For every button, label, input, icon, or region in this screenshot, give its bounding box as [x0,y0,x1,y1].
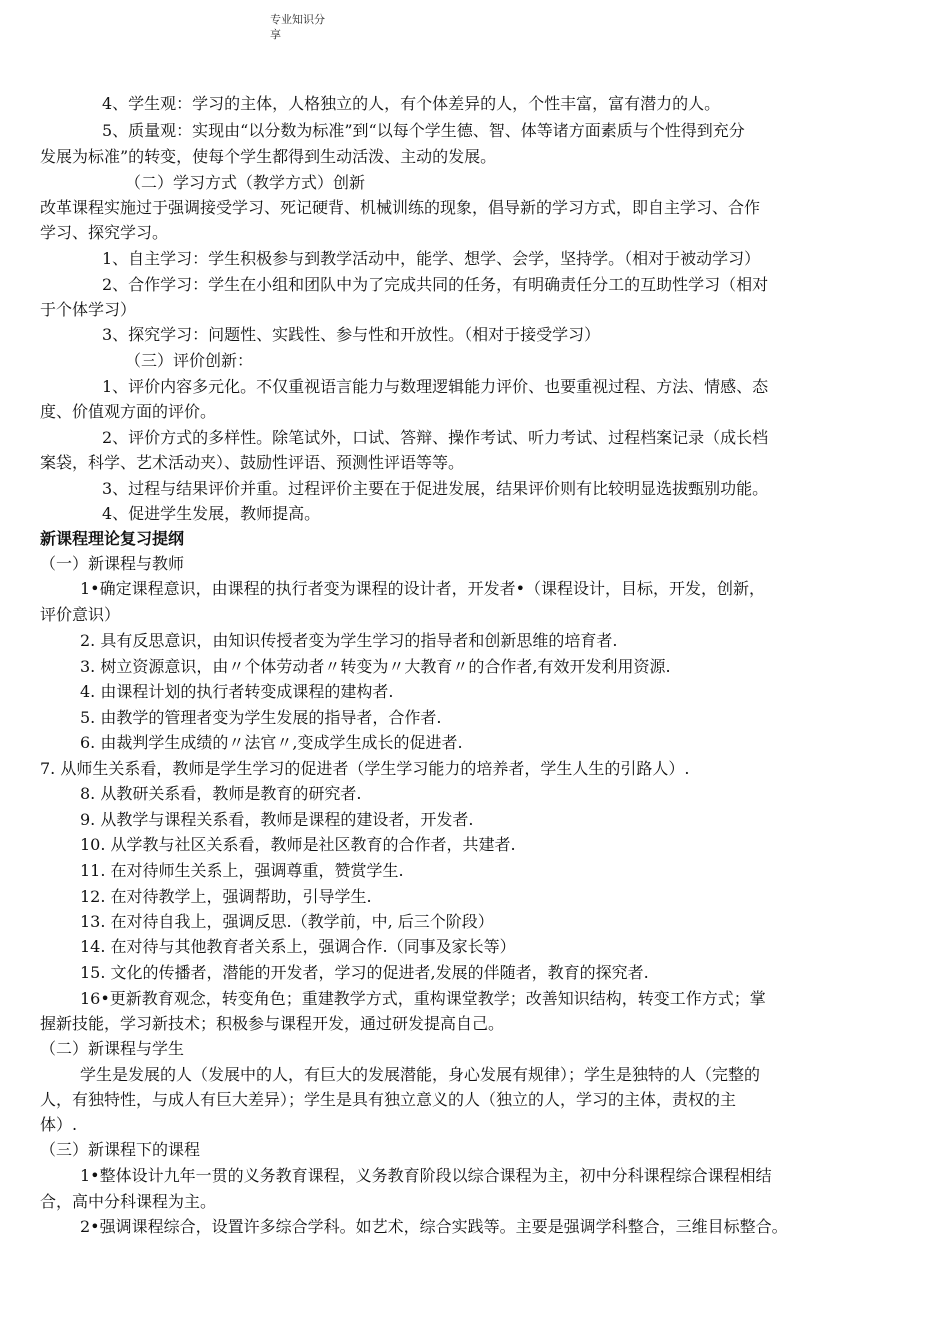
section-heading: （三）新课程下的课程 [40,1140,201,1159]
text-line: 于个体学习） [40,300,137,319]
text-line: 合，高中分科课程为主。 [40,1192,217,1211]
text-line: 度、价值观方面的评价。 [40,402,217,421]
list-item: 11. 在对待师生关系上，强调尊重，赞赏学生. [80,861,404,880]
list-item: 9. 从教学与课程关系看，教师是课程的建设者，开发者. [80,810,474,829]
list-item: 3. 树立资源意识，由〃个体劳动者〃转变为〃大教育〃的合作者,有效开发利用资源. [80,657,671,676]
text-line: 学习、探究学习。 [40,223,169,242]
text-line: 人，有独特性，与成人有巨大差异）；学生是具有独立意义的人（独立的人，学习的主体，责权的主 [40,1090,737,1109]
section-heading: （二）新课程与学生 [40,1039,185,1058]
text-line: 学生是发展的人（发展中的人，有巨大的发展潜能，身心发展有规律）；学生是独特的人（完整的 [80,1065,761,1084]
list-item: 10. 从学教与社区关系看，教师是社区教育的合作者，共建者. [80,835,516,854]
list-item: 4. 由课程计划的执行者转变成课程的建构者. [80,682,394,701]
page-header [270,12,330,42]
list-item: 5. 由教学的管理者变为学生发展的指导者，合作者. [80,708,442,727]
text-line: 4、学生观：学习的主体，人格独立的人，有个体差异的人，个性丰富，富有潜力的人。 [102,94,721,113]
header-line-2: 享 [270,28,281,41]
header-line-1: 专业知识分 [270,13,325,26]
text-line: 2•强调课程综合，设置许多综合学科。如艺术，综合实践等。主要是强调学科整合，三维目标整合。 [80,1217,788,1236]
text-line: 5、质量观：实现由“以分数为标准”到“以每个学生德、智、体等诸方面素质与个性得到充分 [102,121,745,140]
list-item: 13. 在对待自我上，强调反思.（教学前，中, 后三个阶段） [80,912,494,931]
section-heading: （二）学习方式（教学方式）创新 [125,173,366,192]
text-line: 体）. [40,1115,78,1134]
list-item: 8. 从教研关系看，教师是教育的研究者. [80,784,362,803]
list-item: 15. 文化的传播者，潜能的开发者，学习的促进者,发展的伴随者，教育的探究者. [80,963,649,982]
text-line: 评价意识） [40,605,121,624]
text-line: 4、促进学生发展，教师提高。 [102,504,321,523]
text-line: 握新技能，学习新技术；积极参与课程开发，通过研发提高自己。 [40,1014,505,1033]
list-item: 12. 在对待教学上，强调帮助，引导学生. [80,887,372,906]
list-item: 2. 具有反思意识，由知识传授者变为学生学习的指导者和创新思维的培育者. [80,631,618,650]
list-item: 7. 从师生关系看，教师是学生学习的促进者（学生学习能力的培养者，学生人生的引路人）. [40,759,690,778]
text-line: 3、过程与结果评价并重。过程评价主要在于促进发展，结果评价则有比较明显选拔甄别功能。 [102,479,769,498]
list-item: 14. 在对待与其他教育者关系上，强调合作.（同事及家长等） [80,937,516,956]
text-line: 1、自主学习：学生积极参与到教学活动中，能学、想学、会学，坚持学。（相对于被动学习） [102,249,761,268]
text-line: 3、探究学习：问题性、实践性、参与性和开放性。（相对于接受学习） [102,325,601,344]
text-line: 2、评价方式的多样性。除笔试外，口试、答辩、操作考试、听力考试、过程档案记录（成长档 [102,428,769,447]
section-heading: （一）新课程与教师 [40,554,185,573]
text-line: 1•整体设计九年一贯的义务教育课程，义务教育阶段以综合课程为主，初中分科课程综合课程相结 [80,1166,772,1185]
document-title: 新课程理论复习提纲 [40,529,185,548]
section-heading: （三）评价创新： [125,351,254,370]
text-line: 发展为标准”的转变，使每个学生都得到生动活泼、主动的发展。 [40,147,497,166]
text-line: 1•确定课程意识，由课程的执行者变为课程的设计者，开发者•（课程设计，目标，开发，创新， [80,579,766,598]
text-line: 2、合作学习：学生在小组和团队中为了完成共同的任务，有明确责任分工的互助性学习（相对 [102,275,769,294]
text-line: 改革课程实施过于强调接受学习、死记硬背、机械训练的现象，倡导新的学习方式，即自主学习、合作 [40,198,761,217]
text-line: 案袋，科学、艺术活动夹）、鼓励性评语、预测性评语等等。 [40,453,465,472]
list-item: 6. 由裁判学生成绩的〃法官〃,变成学生成长的促进者. [80,733,463,752]
list-item: 16•更新教育观念，转变角色；重建教学方式，重构课堂教学；改善知识结构，转变工作方式；掌 [80,989,766,1008]
text-line: 1、评价内容多元化。不仅重视语言能力与数理逻辑能力评价、也要重视过程、方法、情感、态 [102,377,769,396]
